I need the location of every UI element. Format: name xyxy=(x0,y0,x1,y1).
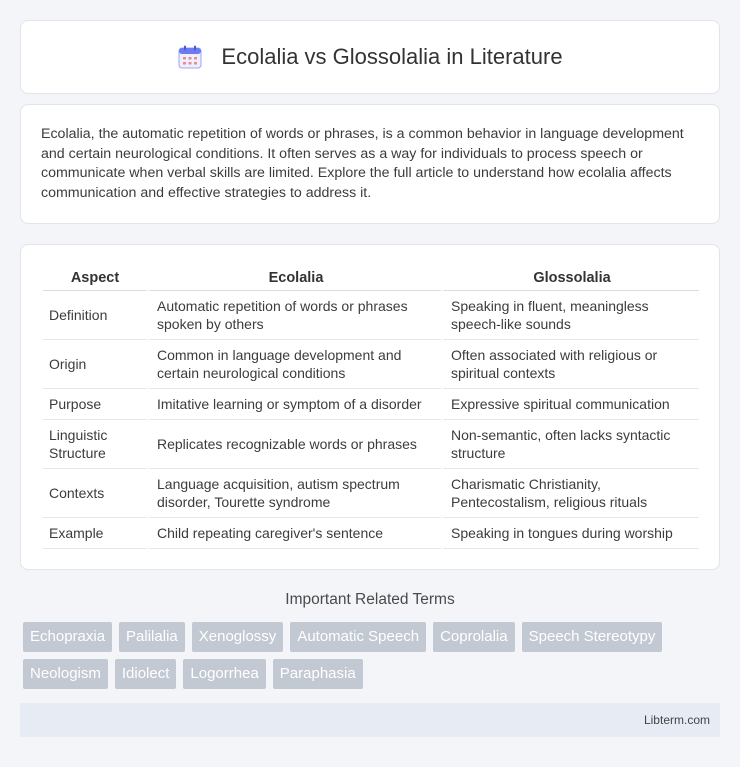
row-glossolalia: Speaking in tongues during worship xyxy=(441,518,699,549)
row-glossolalia: Expressive spiritual communication xyxy=(441,389,699,420)
footer xyxy=(20,703,720,737)
related-term-tag[interactable]: Coprolalia xyxy=(433,622,515,652)
table-row xyxy=(43,389,699,420)
table-row xyxy=(43,420,699,469)
related-term-tag[interactable]: Speech Stereotypy xyxy=(522,622,663,652)
table-header-row xyxy=(43,265,699,291)
row-aspect: Contexts xyxy=(43,469,147,518)
table-row xyxy=(43,469,699,518)
row-ecolalia: Automatic repetition of words or phrases spoken by others xyxy=(147,291,441,340)
row-aspect: Origin xyxy=(43,340,147,389)
title-card xyxy=(20,20,720,94)
related-term-tag[interactable]: Neologism xyxy=(23,659,108,689)
row-ecolalia: Child repeating caregiver's sentence xyxy=(147,518,441,549)
header-ecolalia: Ecolalia xyxy=(147,265,441,291)
table-row xyxy=(43,291,699,340)
row-aspect: Example xyxy=(43,518,147,549)
intro-text: Ecolalia, the automatic repetition of words or phrases, is a common behavior in language development and certain neurological conditions. It often serves as a way for individuals to process speech or communicate when verbal skills are limited. Explore the full article to understand how ecolalia affects communication and effective strategies to address it. xyxy=(41,126,684,201)
intro-card xyxy=(20,104,720,224)
row-ecolalia: Common in language development and certain neurological conditions xyxy=(147,340,441,389)
comparison-table xyxy=(43,265,699,549)
row-aspect: Purpose xyxy=(43,389,147,420)
row-aspect: Linguistic Structure xyxy=(43,420,147,469)
row-ecolalia: Replicates recognizable words or phrases xyxy=(147,420,441,469)
row-ecolalia: Imitative learning or symptom of a disorder xyxy=(147,389,441,420)
row-glossolalia: Non-semantic, often lacks syntactic structure xyxy=(441,420,699,469)
page-title: Ecolalia vs Glossolalia in Literature xyxy=(221,44,563,69)
header-glossolalia: Glossolalia xyxy=(441,265,699,291)
row-glossolalia: Charismatic Christianity, Pentecostalism, religious rituals xyxy=(441,469,699,518)
row-glossolalia: Speaking in fluent, meaningless speech-like sounds xyxy=(441,291,699,340)
related-term-tag[interactable]: Palilalia xyxy=(119,622,185,652)
row-glossolalia: Often associated with religious or spiritual contexts xyxy=(441,340,699,389)
row-aspect: Definition xyxy=(43,291,147,340)
related-term-tag[interactable]: Echopraxia xyxy=(23,622,112,652)
calendar-icon xyxy=(177,44,203,70)
table-row xyxy=(43,518,699,549)
footer-site-link[interactable]: Libterm.com xyxy=(643,713,710,727)
related-terms-list xyxy=(23,622,723,689)
table-row xyxy=(43,340,699,389)
related-term-tag[interactable]: Idiolect xyxy=(115,659,177,689)
related-term-tag[interactable]: Automatic Speech xyxy=(290,622,426,652)
related-term-tag[interactable]: Xenoglossy xyxy=(192,622,284,652)
row-ecolalia: Language acquisition, autism spectrum disorder, Tourette syndrome xyxy=(147,469,441,518)
related-terms-title: Important Related Terms xyxy=(285,591,455,608)
related-term-tag[interactable]: Logorrhea xyxy=(183,659,265,689)
related-term-tag[interactable]: Paraphasia xyxy=(273,659,363,689)
comparison-card xyxy=(20,244,720,570)
header-aspect: Aspect xyxy=(43,265,147,291)
